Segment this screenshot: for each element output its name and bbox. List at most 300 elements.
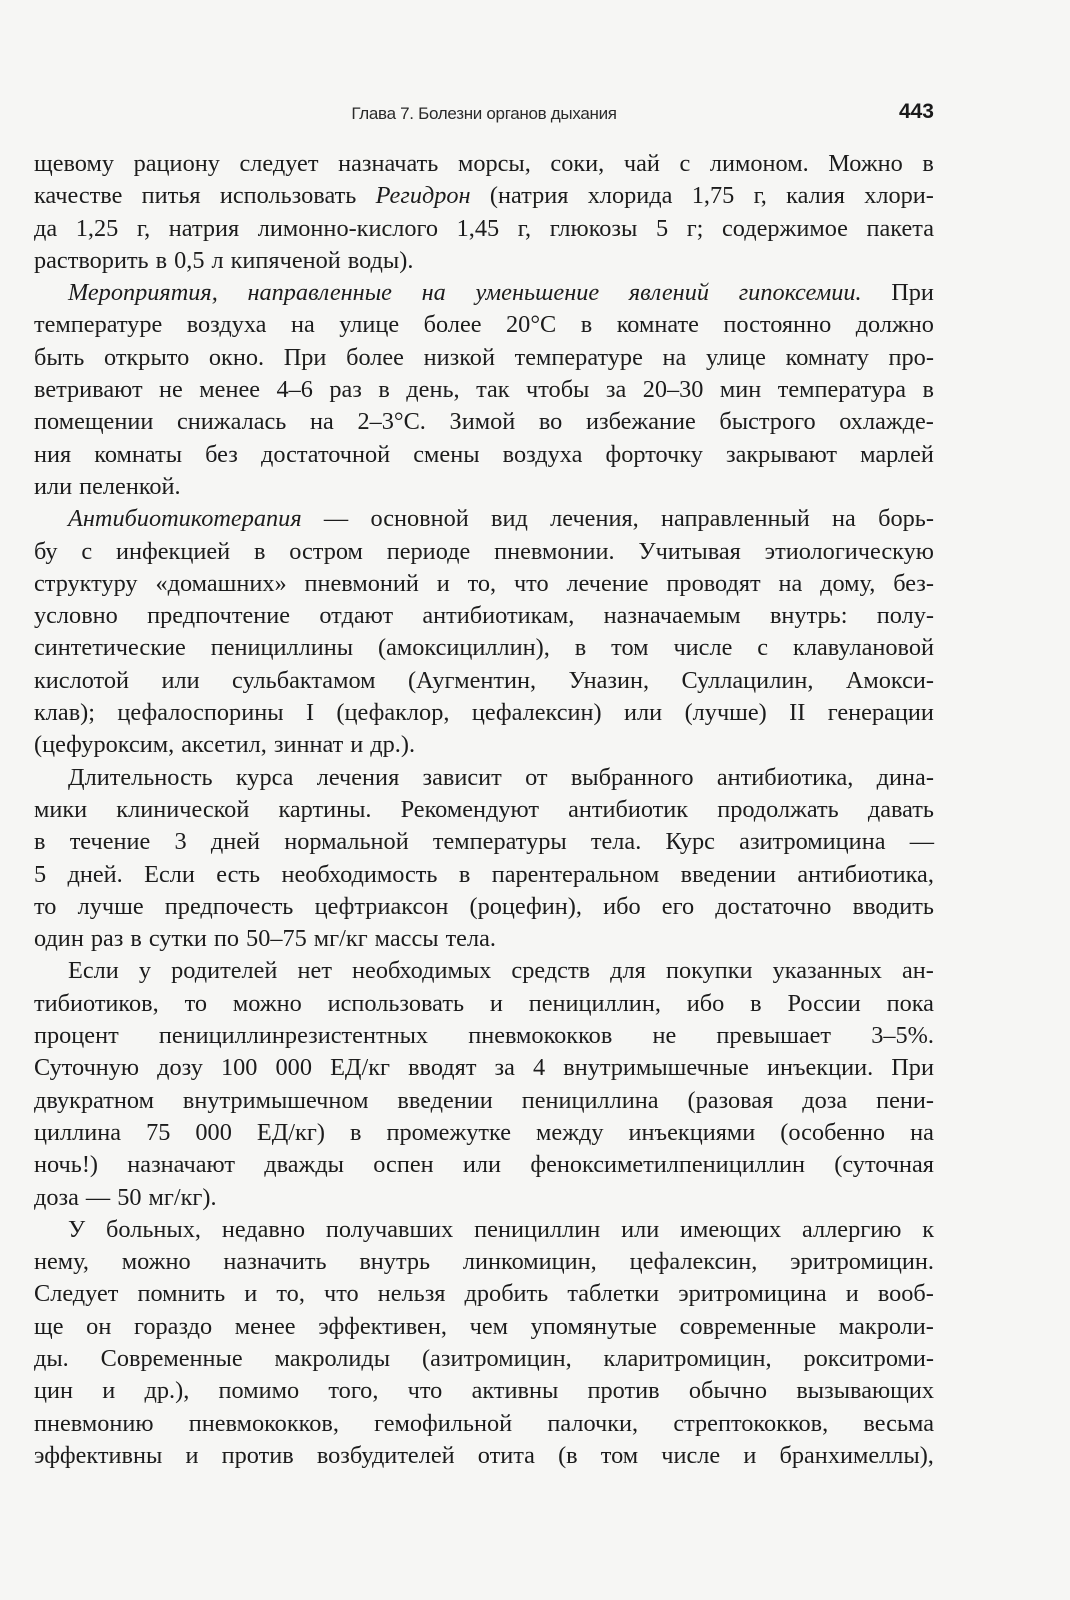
word: аксетил, bbox=[181, 731, 267, 759]
word: цефалексин, bbox=[629, 1248, 758, 1276]
word: и bbox=[350, 731, 364, 759]
word: 3–5%. bbox=[871, 1022, 934, 1050]
word: раз bbox=[329, 376, 362, 404]
text-line bbox=[34, 536, 934, 568]
word: пенициллины bbox=[210, 634, 354, 662]
word: 000 bbox=[275, 1054, 312, 1082]
word: содержимое bbox=[722, 214, 848, 242]
word: более bbox=[346, 343, 404, 371]
word: против bbox=[221, 1441, 294, 1469]
word: рациону bbox=[133, 150, 220, 177]
word: необходимость bbox=[281, 860, 438, 888]
word: температура bbox=[777, 376, 906, 404]
word: пенициллин bbox=[474, 1215, 601, 1243]
word: или bbox=[624, 699, 663, 727]
word: цефалоспорины bbox=[117, 699, 284, 727]
word: дробить bbox=[464, 1280, 549, 1308]
word: на bbox=[778, 569, 803, 597]
word: Длительность bbox=[68, 763, 213, 791]
word: то bbox=[184, 989, 208, 1017]
word: 0,5 bbox=[174, 246, 205, 274]
word: л bbox=[211, 246, 224, 274]
word: не bbox=[159, 376, 183, 404]
word: продолжать bbox=[717, 795, 839, 823]
word: г, bbox=[517, 214, 532, 242]
word: вводят bbox=[408, 1054, 477, 1082]
word: раз bbox=[90, 925, 124, 953]
word: Учитывая bbox=[638, 537, 741, 565]
word: вводить bbox=[852, 892, 934, 920]
word: закрывают bbox=[726, 440, 838, 468]
word: условно bbox=[34, 602, 118, 630]
word: назначаемым bbox=[603, 602, 741, 630]
word: лучше bbox=[77, 892, 144, 920]
word: по bbox=[213, 925, 240, 953]
word: эффективен, bbox=[318, 1312, 447, 1340]
word: открыто bbox=[104, 343, 190, 371]
word: доза bbox=[802, 1086, 848, 1114]
word: мг/кг bbox=[313, 925, 368, 953]
word: введении bbox=[397, 1086, 493, 1114]
text-line bbox=[34, 859, 934, 891]
word: 1,25 bbox=[75, 214, 119, 242]
word: за bbox=[494, 1054, 515, 1082]
word: превышает bbox=[716, 1022, 832, 1050]
word: (Аугментин, bbox=[407, 666, 537, 694]
word: возбудителей bbox=[316, 1441, 455, 1469]
word: отдают bbox=[319, 602, 394, 630]
word: Рекомендуют bbox=[400, 795, 539, 823]
word: Суточную bbox=[34, 1054, 140, 1082]
word: средств bbox=[511, 957, 591, 985]
word: можно bbox=[121, 1248, 191, 1276]
word: хлори- bbox=[864, 182, 934, 210]
word: том bbox=[611, 634, 649, 662]
word: и bbox=[489, 989, 503, 1017]
word: аллергию bbox=[802, 1215, 902, 1243]
word: направленный bbox=[660, 505, 810, 533]
word: 2–3°С. bbox=[357, 408, 426, 436]
word: 4–6 bbox=[276, 376, 313, 404]
word: бранхимеллы), bbox=[779, 1441, 934, 1469]
word: гораздо bbox=[134, 1312, 213, 1340]
text-line bbox=[34, 697, 934, 729]
word: один bbox=[34, 925, 84, 953]
word: лечение bbox=[566, 569, 649, 597]
word: следует bbox=[239, 150, 319, 177]
word: в bbox=[580, 311, 593, 339]
word: воды). bbox=[347, 246, 414, 274]
word: 1,45 bbox=[456, 214, 500, 242]
word: проводят bbox=[666, 569, 761, 597]
word: (лучше) bbox=[684, 699, 767, 727]
word: рокситроми- bbox=[803, 1344, 934, 1372]
word: в bbox=[574, 634, 587, 662]
word: макролиды bbox=[274, 1344, 391, 1372]
word: назначать bbox=[338, 150, 439, 177]
word: дозу bbox=[157, 1054, 203, 1082]
word: синтетические bbox=[34, 634, 186, 662]
text-line bbox=[34, 568, 934, 600]
word: пенициллина bbox=[521, 1086, 659, 1114]
text-line bbox=[34, 1311, 934, 1343]
word: вызывающих bbox=[796, 1377, 934, 1405]
word: Зимой bbox=[449, 408, 516, 436]
word: У bbox=[68, 1215, 86, 1243]
word: против bbox=[587, 1377, 660, 1405]
text-line bbox=[34, 180, 934, 212]
word: в bbox=[155, 246, 168, 274]
word: в bbox=[34, 828, 46, 856]
word: При bbox=[891, 279, 934, 307]
word: современные bbox=[679, 1312, 817, 1340]
word: дому, bbox=[820, 569, 876, 597]
word: в bbox=[378, 376, 390, 404]
word: (амоксициллин), bbox=[378, 634, 550, 662]
word: введении bbox=[680, 860, 777, 888]
word: течение bbox=[69, 828, 151, 856]
word: он bbox=[86, 1312, 112, 1340]
word: тибиотиков, bbox=[34, 989, 159, 1017]
word: зависит bbox=[422, 763, 502, 791]
word: др.). bbox=[370, 731, 416, 759]
word: пневмонию bbox=[34, 1409, 154, 1437]
word: гипоксемии. bbox=[738, 279, 862, 307]
word: Современные bbox=[100, 1344, 243, 1372]
text-line bbox=[34, 1052, 934, 1084]
word: инъекции. bbox=[766, 1054, 874, 1082]
word: эритромицина bbox=[678, 1280, 827, 1308]
text-line bbox=[34, 729, 934, 761]
word: пени- bbox=[876, 1086, 934, 1114]
word: линкомицин, bbox=[462, 1248, 597, 1276]
word: внутримышечные bbox=[563, 1054, 749, 1082]
word: (в bbox=[558, 1441, 578, 1469]
word: палочки, bbox=[547, 1409, 639, 1437]
word: калия bbox=[786, 182, 845, 210]
text-line bbox=[34, 600, 934, 632]
word: борь- bbox=[878, 505, 934, 533]
word: пенициллинрезистентных bbox=[158, 1022, 429, 1050]
word: использовать bbox=[219, 182, 357, 210]
word: том bbox=[600, 1441, 639, 1469]
word: чем bbox=[469, 1312, 508, 1340]
word: смены bbox=[413, 440, 480, 468]
text-line bbox=[34, 1343, 934, 1375]
word: назначить bbox=[223, 1248, 327, 1276]
word: лечения bbox=[316, 763, 400, 791]
word: без- bbox=[893, 569, 934, 597]
word: ды. bbox=[34, 1344, 69, 1372]
text-line bbox=[34, 277, 934, 309]
word: Суллацилин, bbox=[681, 666, 814, 694]
word: и bbox=[102, 1377, 116, 1405]
word: должно bbox=[855, 311, 934, 339]
word: антибиотикам, bbox=[422, 602, 575, 630]
word: антибиотика, bbox=[797, 860, 934, 888]
word: 50–75 bbox=[246, 925, 307, 953]
text-line bbox=[34, 988, 934, 1020]
word: без bbox=[205, 440, 238, 468]
word: таблетки bbox=[567, 1280, 660, 1308]
word: дина- bbox=[876, 763, 934, 791]
text-line bbox=[34, 762, 934, 794]
word: улице bbox=[339, 311, 400, 339]
word: температуре bbox=[514, 343, 643, 371]
word: помещении bbox=[34, 408, 154, 436]
word: ночь!) bbox=[34, 1151, 99, 1179]
word: соки, bbox=[550, 150, 605, 177]
word: между bbox=[536, 1118, 604, 1146]
word: температуры bbox=[432, 828, 567, 856]
word: инъекциями bbox=[628, 1118, 756, 1146]
word: натрия bbox=[168, 214, 240, 242]
word: комнату bbox=[785, 343, 869, 371]
word: внутрь: bbox=[769, 602, 848, 630]
text-line bbox=[34, 1085, 934, 1117]
word: щевому bbox=[34, 150, 115, 177]
word: хлорида bbox=[587, 182, 673, 210]
word: и bbox=[244, 1280, 258, 1308]
word: 5 bbox=[34, 860, 47, 888]
text-line bbox=[34, 309, 934, 341]
word: Если bbox=[144, 860, 195, 888]
word: (цефаклор, bbox=[336, 699, 450, 727]
word: растворить bbox=[34, 246, 149, 274]
text-line bbox=[34, 826, 934, 858]
word: пневмоний bbox=[304, 569, 419, 597]
word: помимо bbox=[218, 1377, 300, 1405]
word: пневмококков, bbox=[188, 1409, 339, 1437]
word: на bbox=[310, 408, 334, 436]
word: улице bbox=[705, 343, 766, 371]
text-line bbox=[34, 471, 934, 503]
word: Антибиотикотерапия bbox=[68, 505, 302, 533]
word: на bbox=[421, 279, 446, 307]
word: температуре bbox=[34, 311, 163, 339]
word: указанных bbox=[772, 957, 882, 985]
word: в bbox=[458, 860, 471, 888]
word: промежутке bbox=[386, 1118, 512, 1146]
text-line bbox=[34, 955, 934, 987]
word: явлений bbox=[628, 279, 710, 307]
text-line bbox=[34, 1246, 934, 1278]
word: — bbox=[909, 828, 934, 856]
word: (особенно bbox=[780, 1118, 886, 1146]
word: пакета bbox=[866, 214, 934, 242]
word: использовать bbox=[327, 989, 465, 1017]
word: на bbox=[662, 343, 687, 371]
running-header bbox=[34, 100, 934, 130]
word: вид bbox=[491, 505, 528, 533]
word: глюкозы bbox=[549, 214, 638, 242]
text-line bbox=[34, 406, 934, 438]
word: Можно bbox=[828, 150, 903, 177]
word: день, bbox=[406, 376, 460, 404]
word: пневмонии. bbox=[494, 537, 615, 565]
text-line bbox=[34, 148, 934, 180]
word: (цефуроксим, bbox=[34, 731, 175, 759]
word: менее bbox=[199, 376, 261, 404]
word: комнате bbox=[616, 311, 699, 339]
word: Следует bbox=[34, 1280, 119, 1308]
word: антибиотик bbox=[568, 795, 689, 823]
word: картины. bbox=[278, 795, 372, 823]
word: сульбактамом bbox=[232, 666, 376, 694]
word: достаточно bbox=[715, 892, 832, 920]
word: есть bbox=[216, 860, 261, 888]
word: постоянно bbox=[723, 311, 832, 339]
word: марлей bbox=[860, 440, 934, 468]
word: активны bbox=[471, 1377, 559, 1405]
word: России bbox=[787, 989, 861, 1017]
word: азитромицина bbox=[739, 828, 886, 856]
word: ния bbox=[34, 440, 72, 468]
word: структуру bbox=[34, 569, 138, 597]
word: выбранного bbox=[570, 763, 694, 791]
word: и bbox=[845, 1280, 859, 1308]
text-line bbox=[34, 632, 934, 664]
word: Мероприятия, bbox=[68, 279, 218, 307]
word: уменьшение bbox=[475, 279, 600, 307]
word: клинической bbox=[116, 795, 250, 823]
word: предпочтение bbox=[147, 602, 291, 630]
word: зиннат bbox=[273, 731, 344, 759]
word: в bbox=[922, 376, 934, 404]
word: что bbox=[407, 1377, 443, 1405]
word: качестве bbox=[34, 182, 123, 210]
word: на bbox=[910, 1118, 934, 1146]
word: 3 bbox=[174, 828, 187, 856]
word: ветривают bbox=[34, 376, 143, 404]
text-line bbox=[34, 245, 934, 277]
word: упомянутые bbox=[530, 1312, 657, 1340]
word: 4 bbox=[533, 1054, 546, 1082]
word: кислотой bbox=[34, 666, 129, 694]
word: 20–30 bbox=[642, 376, 704, 404]
word: генерации bbox=[827, 699, 934, 727]
word: антибиотика, bbox=[716, 763, 854, 791]
word: Курс bbox=[665, 828, 715, 856]
word: — bbox=[85, 1183, 111, 1211]
word: внутрь bbox=[359, 1248, 431, 1276]
word: остром bbox=[289, 537, 363, 565]
word: пока bbox=[886, 989, 934, 1017]
word: и bbox=[436, 569, 450, 597]
word: не bbox=[652, 1022, 677, 1050]
word: родителей bbox=[171, 957, 278, 985]
word: весьма bbox=[863, 1409, 934, 1437]
word: пневмококков bbox=[468, 1022, 613, 1050]
word: (разовая bbox=[687, 1086, 774, 1114]
word: или bbox=[161, 666, 200, 694]
text-line bbox=[34, 665, 934, 697]
word: охлажде- bbox=[839, 408, 934, 436]
word: его bbox=[661, 892, 695, 920]
word: больных, bbox=[106, 1215, 201, 1243]
word: стрептококков, bbox=[673, 1409, 829, 1437]
word: нет bbox=[297, 957, 332, 985]
word: избежание bbox=[585, 408, 696, 436]
word: цин bbox=[34, 1377, 74, 1405]
word: двукратном bbox=[34, 1086, 154, 1114]
word: что bbox=[513, 569, 549, 597]
text-line bbox=[34, 891, 934, 923]
text-line bbox=[34, 794, 934, 826]
word: кларитромицин, bbox=[603, 1344, 772, 1372]
word: цефалексин) bbox=[471, 699, 602, 727]
word: лимонно-кислого bbox=[257, 214, 439, 242]
word: Если bbox=[68, 957, 119, 985]
word: на bbox=[290, 311, 315, 339]
word: основной bbox=[370, 505, 469, 533]
word: парентеральном bbox=[491, 860, 660, 888]
word: то bbox=[34, 892, 57, 920]
word: дважды bbox=[264, 1151, 345, 1179]
text-line bbox=[34, 1214, 934, 1246]
word: с bbox=[81, 537, 93, 565]
text-line bbox=[34, 374, 934, 406]
word: или bbox=[34, 472, 73, 500]
word: дней. bbox=[67, 860, 123, 888]
word: инфекцией bbox=[116, 537, 231, 565]
word: да bbox=[34, 214, 58, 242]
word: в bbox=[253, 537, 266, 565]
word: г; bbox=[686, 214, 704, 242]
text-line bbox=[34, 213, 934, 245]
word: то, bbox=[276, 1280, 305, 1308]
word: чтобы bbox=[526, 376, 590, 404]
word: в bbox=[349, 1118, 362, 1146]
text-line bbox=[34, 1020, 934, 1052]
word: окно. bbox=[208, 343, 265, 371]
chapter-title: Глава 7. Болезни органов дыхания bbox=[351, 104, 617, 123]
word: чай bbox=[623, 150, 660, 177]
text-line bbox=[34, 503, 934, 535]
word: для bbox=[610, 957, 646, 985]
word: (натрия bbox=[489, 182, 569, 210]
word: того, bbox=[328, 1377, 379, 1405]
text-line bbox=[34, 1149, 934, 1181]
word: процент bbox=[34, 1022, 119, 1050]
word: имеющих bbox=[680, 1215, 782, 1243]
word: ЕД/кг bbox=[330, 1054, 390, 1082]
word: При bbox=[283, 343, 327, 371]
word: I bbox=[305, 699, 315, 727]
word: клавулановой bbox=[793, 634, 934, 662]
word: и bbox=[743, 1441, 757, 1469]
word: от bbox=[525, 763, 548, 791]
word: вооб- bbox=[877, 1280, 934, 1308]
word: морсы, bbox=[457, 150, 531, 177]
word: или bbox=[621, 1215, 660, 1243]
word: нельзя bbox=[377, 1280, 446, 1308]
word: числе bbox=[673, 634, 733, 662]
page-number: 443 bbox=[898, 100, 934, 123]
word: и bbox=[185, 1441, 199, 1469]
word: помнить bbox=[137, 1280, 226, 1308]
word: комнаты bbox=[94, 440, 183, 468]
word: тела. bbox=[590, 828, 642, 856]
word: в bbox=[750, 989, 762, 1017]
word: мики bbox=[34, 795, 88, 823]
word: — bbox=[323, 505, 349, 533]
body-text bbox=[34, 148, 934, 1472]
word: эритромицин. bbox=[790, 1248, 934, 1276]
word: за bbox=[605, 376, 627, 404]
text-line bbox=[34, 923, 934, 955]
word: необходимых bbox=[352, 957, 492, 985]
